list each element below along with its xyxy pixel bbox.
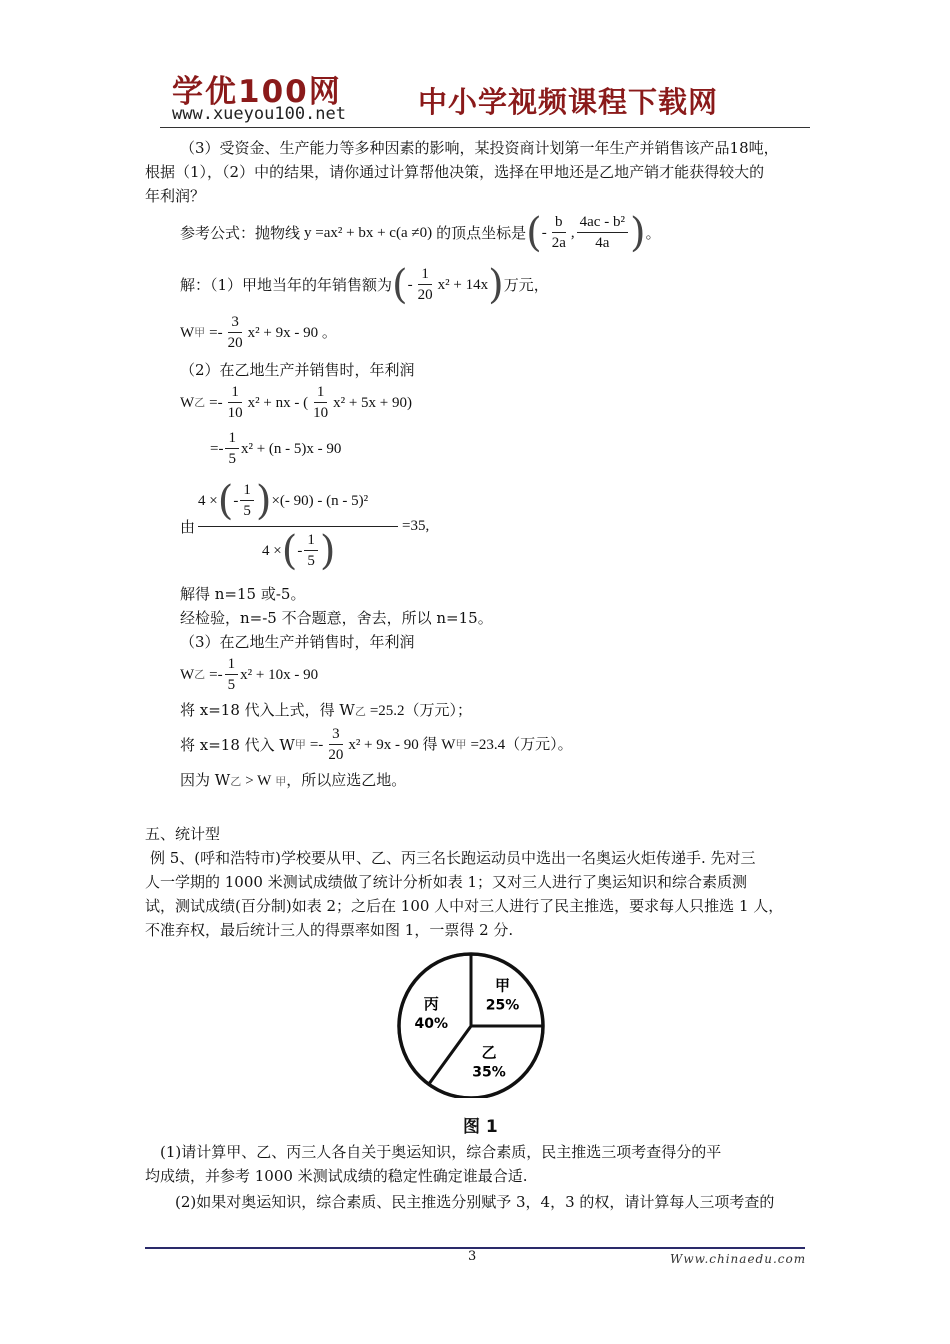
q3-line-2: 根据（1），（2）中的结果，请你通过计算帮他决策，选择在甲地还是乙地产销才能获得较大的 bbox=[145, 163, 765, 181]
ref-parabola: y =ax² + bx + c(a ≠0) bbox=[304, 224, 433, 241]
solution-2-label: （2）在乙地生产并销售时，年利润 bbox=[180, 361, 415, 379]
page-number: 3 bbox=[468, 1249, 477, 1264]
w-jia-equation: W 甲 =- $\frac{3}{20}$ x² + 9x - 90 。 bbox=[180, 314, 337, 351]
pie-percent-丙: 40% bbox=[414, 1016, 449, 1033]
conclusion-line: 因为 W 乙 > W 甲 ，所以应选乙地。 bbox=[180, 771, 407, 789]
pie-group bbox=[399, 954, 543, 1098]
site-slogan: 中小学视频课程下载网 bbox=[418, 85, 719, 119]
section-5-heading: 五、统计型 bbox=[145, 825, 221, 843]
vote-pie-chart bbox=[395, 948, 565, 1098]
big-fraction-result: =35, bbox=[402, 518, 430, 534]
pie-label-丙: 丙 bbox=[423, 995, 439, 1014]
site-url[interactable]: www.xueyou100.net bbox=[172, 104, 346, 124]
vertex-y-fraction: $\frac{\text{4ac - b²}}{4a}$ bbox=[577, 212, 628, 253]
solution-1: 解：（1）甲地当年的年销售额为 ( - $\frac{1}{20}$ x² + 14x ) 万元， bbox=[180, 261, 549, 308]
substitute-yi: 将 x=18 代入上式，得 W 乙 =25.2（万元）； bbox=[180, 701, 473, 719]
question-2-line-1: (2)如果对奥运知识，综合素质、民主推选分别赋予 3，4，3 的权，请计算每人三项考查的 bbox=[175, 1193, 775, 1211]
right-paren: ) bbox=[629, 209, 646, 256]
solution-3-label: （3）在乙地生产并销售时，年利润 bbox=[180, 633, 415, 651]
figure-caption: 图 1 bbox=[463, 1117, 498, 1137]
sol1-fraction: $\frac{1}{20}$ bbox=[417, 266, 433, 303]
solve-line: 解得 n=15 或-5。 bbox=[180, 585, 306, 603]
w-yi-3-equation: W 乙 =- $\frac{1}{5}$ x² + 10x - 90 bbox=[180, 656, 319, 693]
pie-percent-乙: 35% bbox=[472, 1064, 506, 1081]
big-fraction-bar bbox=[198, 526, 398, 527]
header-divider bbox=[160, 127, 810, 128]
example-5-line-3: 试，测试成绩(百分制)如表 2；之后在 100 人中对三人进行了民主推选，要求每人只推选 1 人， bbox=[145, 897, 784, 915]
pie-percent-甲: 25% bbox=[485, 997, 520, 1014]
footer-site[interactable]: Www.chinaedu.com bbox=[670, 1252, 807, 1266]
q3-line-1: （3）受资金、生产能力等多种因素的影响，某投资商计划第一年生产并销售该产品18吨， bbox=[180, 139, 779, 157]
ref-label: 参考公式：抛物线 bbox=[180, 223, 301, 242]
site-logo: 学优100网 bbox=[172, 74, 342, 110]
big-fraction-numerator: 4 × ( - $\frac{1}{5}$ ) ×(- 90) - (n - 5)² bbox=[198, 477, 369, 524]
pie-label-乙: 乙 bbox=[481, 1043, 497, 1062]
example-5-line-2: 人一学期的 1000 米测试成绩做了统计分析如表 1；又对三人进行了奥运知识和综合素质测 bbox=[145, 873, 748, 891]
pie-label-甲: 甲 bbox=[495, 976, 511, 995]
left-paren: ( bbox=[526, 209, 542, 256]
substitute-jia: 将 x=18 代入 W 甲 =- $\frac{3}{20}$ x² + 9x - 90 得 W 甲 =23.4（万元）。 bbox=[180, 726, 573, 763]
big-fraction-denominator: 4 × ( - $\frac{1}{5}$ ) bbox=[262, 527, 336, 574]
example-5-line-1: 例 5、(呼和浩特市)学校要从甲、乙、丙三名长跑运动员中选出一名奥运火炬传递手. 先对三 bbox=[150, 849, 756, 867]
example-5-line-4: 不准弃权，最后统计三人的得票率如图 1，一票得 2 分. bbox=[145, 921, 514, 939]
q3-line-3: 年利润？ bbox=[145, 187, 206, 205]
check-line: 经检验，n=-5 不合题意，舍去，所以 n=15。 bbox=[180, 609, 493, 627]
by-label: 由 bbox=[180, 518, 196, 536]
question-1-line-2: 均成绩，并参考 1000 米测试成绩的稳定性确定谁最合适. bbox=[145, 1167, 528, 1185]
w-yi-simplified: =- $\frac{1}{5}$ x² + (n - 5)x - 90 bbox=[210, 430, 342, 467]
w-yi-equation: W 乙 =- $\frac{1}{10}$ x² + nx - ( $\frac{1}{10}$ x² + 5x + 90) bbox=[180, 384, 413, 421]
vertex-x-fraction: $\frac{b}{2a}$ bbox=[551, 214, 566, 251]
ref-mid: 的顶点坐标是 bbox=[436, 223, 527, 242]
reference-formula: 参考公式：抛物线 y =ax² + bx + c(a ≠0) 的顶点坐标是 ( - $\frac{b}{2a}$ , $\frac{\text{4ac - b²}}{4a}$ ) 。 bbox=[180, 209, 661, 256]
question-1-line-1: (1)请计算甲、乙、丙三人各自关于奥运知识，综合素质，民主推选三项考查得分的平 bbox=[160, 1143, 722, 1161]
